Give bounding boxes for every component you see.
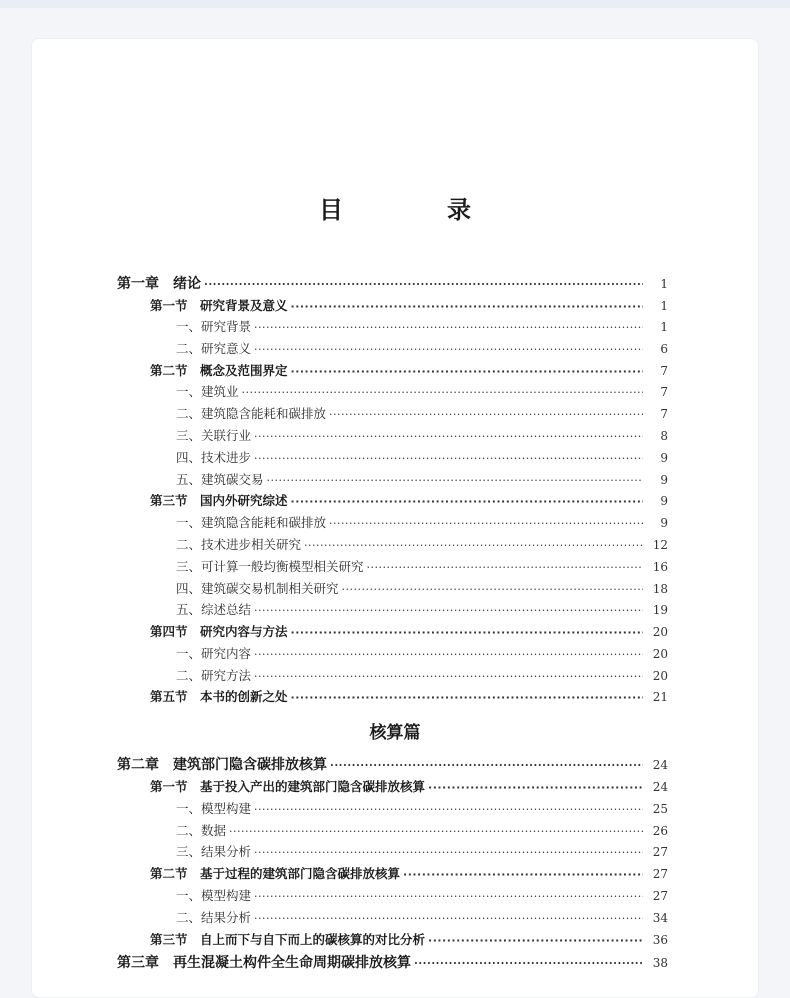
toc-entry-label: 第一节 基于投入产出的建筑部门隐含碳排放核算 [150, 779, 426, 794]
toc-page-number: 24 [652, 758, 668, 772]
toc-entry-label: 一、模型构建 [176, 801, 252, 816]
toc-item-row [176, 535, 668, 555]
toc-item-row [176, 513, 668, 533]
toc-entry-label: 三、关联行业 [176, 428, 252, 443]
toc-item-row [176, 842, 668, 862]
toc-entry-label: 二、数据 [176, 823, 227, 838]
toc-entry-label: 第三节 国内外研究综述 [150, 493, 288, 508]
toc-leader-dots [254, 908, 643, 929]
toc-item-row [176, 666, 668, 686]
toc-page-number: 20 [652, 669, 668, 683]
toc-entry-label: 四、建筑碳交易机制相关研究 [176, 581, 339, 596]
toc-page-number: 6 [660, 342, 668, 356]
toc-page-number: 18 [652, 582, 668, 596]
toc-item-row [176, 448, 668, 468]
toc-item-row [176, 339, 668, 359]
toc-page-number: 12 [652, 538, 668, 552]
toc-leader-dots [291, 687, 643, 708]
toc-entry-label: 第三章 再生混凝土构件全生命周期碳排放核算 [117, 955, 411, 971]
toc-leader-dots [254, 886, 643, 907]
toc-entry-label: 第二章 建筑部门隐含碳排放核算 [117, 757, 327, 773]
toc-page-number: 38 [652, 956, 668, 970]
toc-page-number: 9 [660, 516, 668, 530]
toc-item-row [176, 557, 668, 577]
toc-item-row [176, 470, 668, 490]
toc-entry-label: 二、技术进步相关研究 [176, 537, 302, 552]
toc-leader-dots [229, 821, 643, 842]
toc-chapter-row [117, 274, 668, 294]
toc-entry-label: 第三节 自上而下与自下而上的碳核算的对比分析 [150, 932, 426, 947]
toc-page-number: 21 [652, 690, 668, 704]
toc-section-row [150, 361, 668, 381]
toc-page-number: 27 [652, 889, 668, 903]
toc-leader-dots [428, 777, 643, 798]
toc-entry-label: 第二节 基于过程的建筑部门隐含碳排放核算 [150, 866, 401, 881]
toc-entry-label: 第一节 研究背景及意义 [150, 298, 288, 313]
toc-leader-dots [414, 953, 643, 974]
toc-leader-dots [254, 426, 643, 447]
toc-entry-label: 一、建筑隐含能耗和碳排放 [176, 515, 327, 530]
toc-entry-label: 二、研究方法 [176, 668, 252, 683]
toc-section-row [150, 622, 668, 642]
toc-leader-dots [342, 579, 643, 600]
toc-entry-label: 第一章 绪论 [117, 276, 201, 292]
toc-item-row [176, 426, 668, 446]
toc-entry-label: 二、结果分析 [176, 910, 252, 925]
toc-entry-label: 五、建筑碳交易 [176, 472, 264, 487]
toc-leader-dots [367, 557, 643, 578]
toc-leader-dots [291, 361, 643, 382]
toc-page-number: 36 [652, 933, 668, 947]
toc-page-number: 8 [660, 429, 668, 443]
toc-item-row [176, 579, 668, 599]
toc-entry-label: 一、建筑业 [176, 384, 239, 399]
toc-leader-dots [254, 842, 643, 863]
toc-page-number: 27 [652, 845, 668, 859]
toc-section-row [150, 687, 668, 707]
toc-page-number: 34 [652, 911, 668, 925]
toc-entry-label: 二、建筑隐含能耗和碳排放 [176, 406, 327, 421]
toc-leader-dots [254, 644, 643, 665]
toc-page-number: 7 [660, 385, 668, 399]
toc-page-number: 1 [660, 320, 668, 334]
toc-chapter-row [117, 755, 668, 775]
toc-item-row [176, 644, 668, 664]
toc-leader-dots [329, 513, 643, 534]
toc-item-row [176, 317, 668, 337]
toc-section-row [150, 491, 668, 511]
toc-page-number: 19 [652, 603, 668, 617]
toc-section-row [150, 777, 668, 797]
toc-page-number: 9 [660, 451, 668, 465]
toc-page-number: 9 [660, 494, 668, 508]
toc-section-row [150, 296, 668, 316]
toc-section-row [150, 864, 668, 884]
toc-leader-dots [254, 666, 643, 687]
toc-item-row [176, 600, 668, 620]
toc-leader-dots [254, 339, 643, 360]
toc-leader-dots [291, 491, 643, 512]
toc-leader-dots [242, 382, 643, 403]
toc-entry-label: 五、综述总结 [176, 602, 252, 617]
toc-entry-label: 一、研究背景 [176, 319, 252, 334]
toc-leader-dots [291, 622, 643, 643]
toc-leader-dots [254, 448, 643, 469]
toc-page-number: 20 [652, 647, 668, 661]
toc-leader-dots [304, 535, 643, 556]
toc-page-number: 7 [660, 364, 668, 378]
toc-page-number: 24 [652, 780, 668, 794]
toc-page-number: 27 [652, 867, 668, 881]
toc-page-number: 1 [660, 277, 668, 291]
toc-section-row [150, 930, 668, 950]
toc-page-number: 9 [660, 473, 668, 487]
toc-page-number: 26 [652, 824, 668, 838]
toc-item-row [176, 886, 668, 906]
part-title: 核算篇 [369, 723, 421, 743]
toc-chapter-row [117, 953, 668, 973]
toc-item-row [176, 908, 668, 928]
toc-leader-dots [254, 799, 643, 820]
toc-item-row [176, 821, 668, 841]
toc-page-number: 7 [660, 407, 668, 421]
toc-leader-dots [254, 600, 643, 621]
page-title: 目 录 [319, 195, 511, 224]
toc-page-number: 20 [652, 625, 668, 639]
toc-leader-dots [428, 930, 643, 951]
toc-leader-dots [403, 864, 643, 885]
toc-leader-dots [330, 755, 643, 776]
toc-entry-label: 一、研究内容 [176, 646, 252, 661]
toc-item-row [176, 404, 668, 424]
toc-page-number: 25 [652, 802, 668, 816]
toc-entry-label: 三、可计算一般均衡模型相关研究 [176, 559, 364, 574]
toc-entry-label: 第二节 概念及范围界定 [150, 363, 288, 378]
toc-leader-dots [254, 317, 643, 338]
toc-entry-label: 第四节 研究内容与方法 [150, 624, 288, 639]
toc-entry-label: 第五节 本书的创新之处 [150, 689, 288, 704]
toc-entry-label: 四、技术进步 [176, 450, 252, 465]
toc-item-row [176, 382, 668, 402]
toc-page-number: 1 [660, 299, 668, 313]
toc-entry-label: 一、模型构建 [176, 888, 252, 903]
toc-entry-label: 三、结果分析 [176, 844, 252, 859]
toc-entry-label: 二、研究意义 [176, 341, 252, 356]
toc-item-row [176, 799, 668, 819]
toc-page-number: 16 [652, 560, 668, 574]
toc-leader-dots [329, 404, 643, 425]
toc-leader-dots [267, 470, 643, 491]
toc-leader-dots [291, 296, 643, 317]
toc-leader-dots [204, 274, 643, 295]
